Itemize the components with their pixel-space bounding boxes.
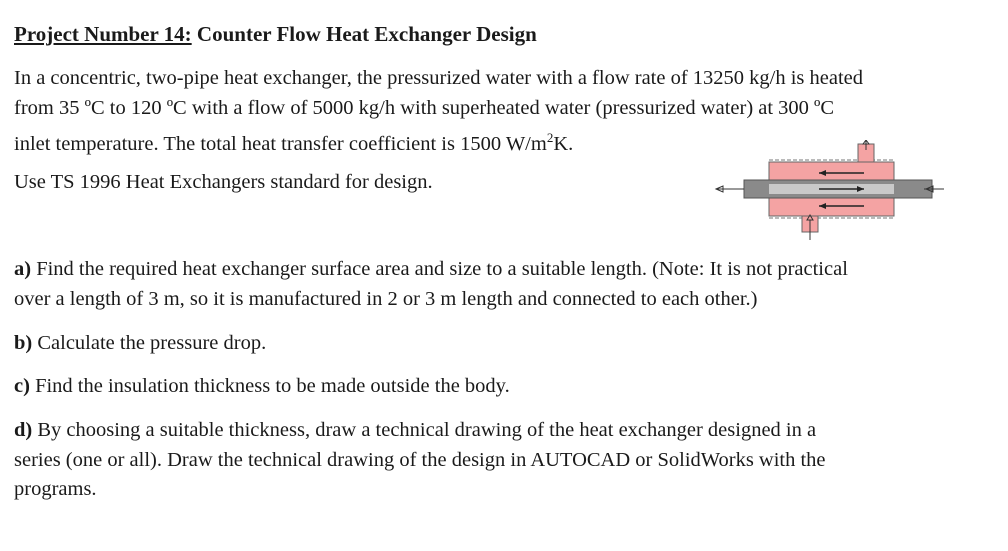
intro-line-1: In a concentric, two-pipe heat exchanger, the pressurized water with a flow rate of 13250 kg/h is heated: [14, 67, 864, 89]
question-d-line-3: programs.: [14, 478, 97, 500]
question-b-label: b): [14, 332, 33, 354]
question-c-label: c): [14, 375, 30, 397]
question-d-line-1: By choosing a suitable thickness, draw a technical drawing of the heat exchanger designed in a: [32, 419, 817, 441]
intro-line-3-end: K.: [553, 132, 574, 155]
question-d: [14, 416, 989, 505]
heat-exchanger-diagram: [714, 140, 944, 240]
project-name: Counter Flow Heat Exchanger Design: [191, 22, 537, 46]
question-c-text: Find the insulation thickness to be made outside the body.: [29, 375, 510, 397]
question-c: [14, 372, 510, 402]
intro-line-2: from 35 ºC to 120 ºC with a flow of 5000 kg/h with superheated water (pressurized water) at 300 ºC: [14, 96, 835, 119]
unit-exponent: 2: [546, 130, 554, 145]
question-a: [14, 255, 989, 314]
question-a-label: a): [14, 258, 32, 280]
question-d-label: d): [14, 419, 33, 441]
question-b-text: Calculate the pressure drop.: [32, 332, 267, 354]
standard-note: Use TS 1996 Heat Exchangers standard for design.: [14, 171, 433, 193]
question-b: [14, 329, 266, 359]
question-d-line-2: series (one or all). Draw the technical drawing of the design in AUTOCAD or SolidWorks with the: [14, 448, 826, 471]
project-number: Project Number 14:: [14, 22, 192, 46]
question-a-line-1: Find the required heat exchanger surface area and size to a suitable length. (Note: It is not practical: [31, 258, 848, 280]
question-a-line-2: over a length of 3 m, so it is manufactured in 2 or 3 m length and connected to each other.): [14, 287, 758, 310]
intro-line-3: inlet temperature. The total heat transfer coefficient is 1500 W/m: [14, 132, 547, 155]
project-title: [14, 22, 537, 47]
